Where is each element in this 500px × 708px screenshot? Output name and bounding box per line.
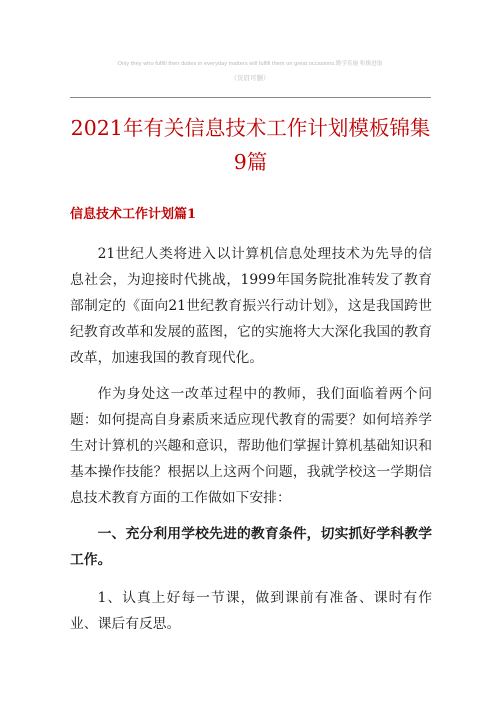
section-heading: 信息技术工作计划篇1 xyxy=(70,207,197,222)
body-paragraph-2: 作为身处这一改革过程中的教师，我们面临着两个问题：如何提高自身素质来适应现代教育的需要？如何培养学生对计算机的兴趣和意识，帮助他们掌握计算机基础知识和基本操作技能？根据以上这两个问题，我就学校这一学期信息技术教育方面的工作做如下安排： xyxy=(70,386,432,506)
page-header xyxy=(70,60,430,85)
header-tagline: Only they who fulfill their duties in everyday matters will fulfill them on great occasions. xyxy=(117,61,336,67)
body-paragraph-1: 21世纪人类将进入以计算机信息处理技术为先导的信息社会，为迎接时代挑战，1999年国务院批准转发了教育部制定的《面向21世纪教育振兴行动计划》，这是我国跨世纪教育改革和发展的蓝图，它的实施将大大深化我国的教育改革，加速我国的教育现代化。 xyxy=(70,246,432,366)
header-tagline-cn: 勤学乐施 积极进取 xyxy=(335,61,383,67)
subsection-heading: 一、充分利用学校先进的教育条件，切实抓好学科教学工作。 xyxy=(70,526,432,568)
header-note: （页眉可删） xyxy=(230,74,270,82)
header-divider xyxy=(70,97,431,98)
header-tagline-line xyxy=(70,60,430,69)
body-paragraph-3: 1、认真上好每一节课，做到课前有准备、课时有作业、课后有反思。 xyxy=(70,590,432,632)
document-title: 2021年有关信息技术工作计划模板锦集9篇 xyxy=(70,116,431,174)
